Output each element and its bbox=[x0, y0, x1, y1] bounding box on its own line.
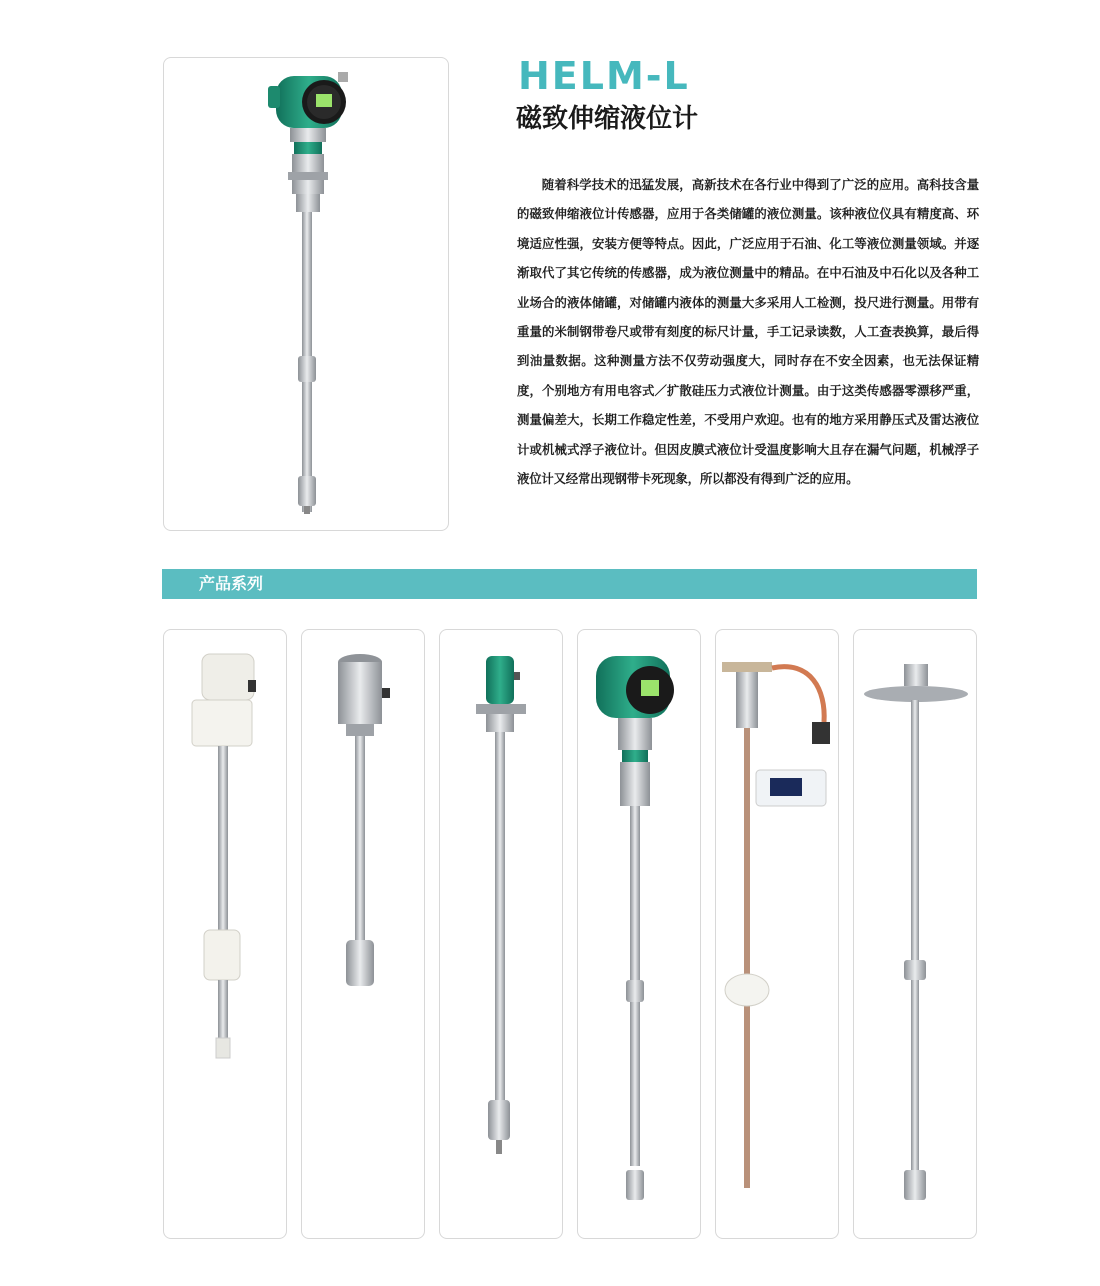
product-image-1 bbox=[164, 630, 286, 1238]
product-card-2 bbox=[301, 629, 425, 1239]
product-card-4 bbox=[577, 629, 701, 1239]
product-image-5 bbox=[716, 630, 838, 1238]
product-image-3 bbox=[440, 630, 562, 1238]
product-image-2 bbox=[302, 630, 424, 1238]
product-image-4 bbox=[578, 630, 700, 1238]
intro-paragraph: 随着科学技术的迅猛发展，高新技术在各行业中得到了广泛的应用。高科技含量的磁致伸缩液位计传感器，应用于各类储罐的液位测量。该种液位仪具有精度高、环境适应性强，安装方便等特点。因此，广泛应用于石油、化工等液位测量领域。并逐渐取代了其它传统的传感器，成为液位测量中的精品。在中石油及中石化以及各种工业场合的液体储罐，对储罐内液体的测量大多采用人工检测，投尺进行测量。用带有重量的米制钢带卷尺或带有刻度的标尺计量，手工记录读数，人工查表换算，最后得到油量数据。这种测量方法不仅劳动强度大，同时存在不安全因素，也无法保证精度，个别地方有用电容式／扩散硅压力式液位计测量。由于这类传感器零漂移严重，测量偏差大，长期工作稳定性差，不受用户欢迎。也有的地方采用静压式及雷达液位计或机械式浮子液位计。但因皮膜式液位计受温度影响大且存在漏气问题，机械浮子液位计又经常出现钢带卡死现象，所以都没有得到广泛的应用。 bbox=[517, 177, 979, 487]
model-code: HELM-L bbox=[518, 54, 690, 98]
hero-product-card bbox=[163, 57, 449, 531]
hero-product-image bbox=[164, 58, 448, 530]
product-card-6 bbox=[853, 629, 977, 1239]
product-card-3 bbox=[439, 629, 563, 1239]
series-title: 产品系列 bbox=[199, 574, 264, 593]
product-card-1 bbox=[163, 629, 287, 1239]
product-image-6 bbox=[854, 630, 976, 1238]
product-card-5 bbox=[715, 629, 839, 1239]
product-name: 磁致伸缩液位计 bbox=[516, 104, 699, 134]
series-section-bar bbox=[162, 569, 977, 599]
